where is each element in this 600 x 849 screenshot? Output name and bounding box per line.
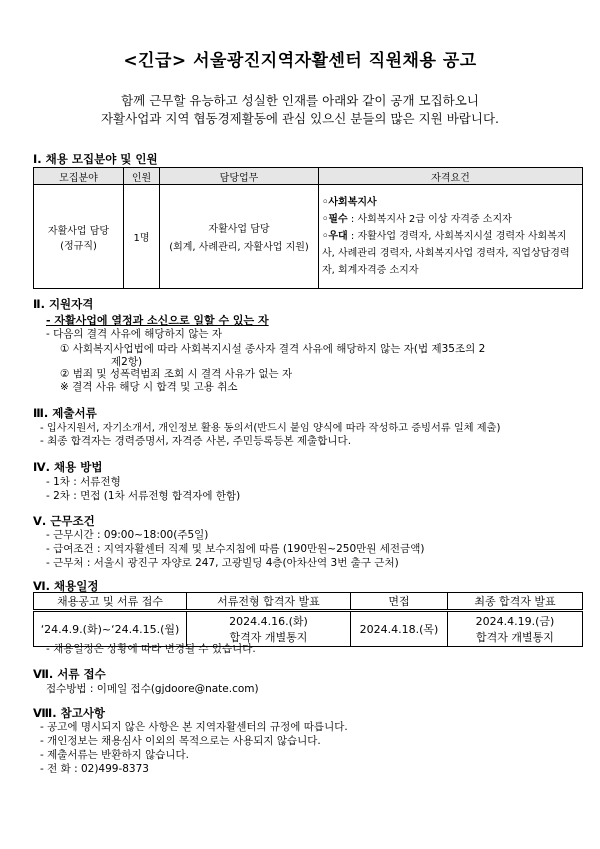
duty-name: 자활사업 담당 bbox=[208, 224, 270, 235]
intro-line-2: 자활사업과 지역 협동경제활동에 관심 있으신 분들의 많은 지원 바랍니다. bbox=[100, 111, 499, 126]
method-line-1: - 1차 : 서류전형 bbox=[46, 476, 121, 488]
schedule-cell-application: ‘24.4.9.(화)~‘24.4.15.(월) bbox=[34, 611, 187, 647]
notes-line-2: - 개인정보는 채용심사 이외의 목적으로는 사용되지 않습니다. bbox=[40, 735, 321, 747]
section-2-heading: Ⅱ. 지원자격 bbox=[33, 297, 94, 311]
header-field: 모집분야 bbox=[34, 168, 124, 185]
section-8-heading: Ⅷ. 참고사항 bbox=[33, 706, 106, 720]
eligibility-line-3b: 제2항) bbox=[111, 356, 143, 368]
notes-phone: - 전 화 : 02)499-8373 bbox=[40, 763, 149, 775]
eligibility-line-4: ② 범죄 및 성폭력범죄 조회 시 결격 사유가 없는 자 bbox=[60, 368, 293, 380]
conditions-line-1: - 근무시간 : 09:00~18:00(주5일) bbox=[46, 529, 209, 541]
qualification-title: ◦사회복지사 bbox=[322, 197, 377, 208]
header-duty: 담당업무 bbox=[160, 168, 319, 185]
submission-method: 접수방법 : 이메일 접수(gjdoore@nate.com) bbox=[46, 683, 259, 695]
schedule-table bbox=[33, 592, 583, 647]
notes-line-1: - 공고에 명시되지 않은 사항은 본 지역자활센터의 규정에 따릅니다. bbox=[40, 721, 348, 733]
recruitment-table bbox=[33, 167, 583, 289]
schedule-header-2: 서류전형 합격자 발표 bbox=[187, 593, 351, 611]
intro-line-1: 함께 근무할 유능하고 성실한 인재를 아래와 같이 공개 모집하오니 bbox=[121, 93, 479, 108]
document-result-date: 2024.4.16.(화) bbox=[229, 615, 308, 628]
conditions-line-3: - 근무처 : 서울시 광진구 자양로 247, 고광빌딩 4층(아차산역 3번 출구 근처) bbox=[46, 557, 399, 569]
qualification-required: ◦필수 : 사회복지사 2급 이상 자격증 소지자 bbox=[322, 214, 512, 225]
method-line-2: - 2차 : 면접 (1차 서류전형 합격자에 한함) bbox=[46, 490, 241, 502]
page-title: <긴급> 서울광진지역자활센터 직원채용 공고 bbox=[123, 51, 477, 71]
document-result-note: 합격자 개별통지 bbox=[229, 631, 308, 644]
eligibility-line-3: ① 사회복지사업법에 따라 사회복지시설 종사자 결격 사유에 해당하지 않는 자(법 제35조의 2 bbox=[60, 343, 486, 355]
eligibility-line-2: - 다음의 결격 사유에 해당하지 않는 자 bbox=[46, 328, 222, 340]
cell-count: 1명 bbox=[124, 185, 160, 289]
section-7-heading: Ⅶ. 서류 접수 bbox=[33, 667, 106, 681]
field-name: 자활사업 담당 bbox=[47, 225, 110, 237]
schedule-header-1: 채용공고 및 서류 접수 bbox=[34, 593, 187, 611]
notes-line-3: - 제출서류는 반환하지 않습니다. bbox=[40, 749, 189, 761]
schedule-cell-final-result bbox=[448, 611, 583, 647]
cell-qualification bbox=[319, 185, 583, 289]
eligibility-line-1: - 자활사업에 열정과 소신으로 일할 수 있는 자 bbox=[46, 314, 269, 327]
schedule-note: - 채용일정은 상황에 따라 변경될 수 있습니다. bbox=[46, 643, 256, 655]
section-1-heading: Ⅰ. 채용 모집분야 및 인원 bbox=[33, 152, 158, 166]
final-result-note: 합격자 개별통지 bbox=[476, 631, 554, 644]
cell-field bbox=[34, 185, 124, 289]
cell-duty bbox=[160, 185, 319, 289]
documents-line-1: - 입사지원서, 자기소개서, 개인정보 활용 동의서(반드시 붙임 양식에 따라 작성하고 증빙서류 일체 제출) bbox=[40, 423, 501, 434]
final-result-date: 2024.4.19.(금) bbox=[475, 615, 555, 628]
field-type: (정규직) bbox=[60, 240, 97, 252]
conditions-line-2: - 급여조건 : 지역자활센터 직제 및 보수지침에 따름 (190만원~250만원 세전금액) bbox=[46, 543, 425, 555]
qualification-preferred: ◦우대 : 자활사업 경력자, 사회복지시설 경력자 사회복지사, 사례관리 경력자, 사회복지사업 경력자, 직업상담경력자, 회계자격증 소지자 bbox=[322, 231, 570, 276]
documents-line-2: - 최종 합격자는 경력증명서, 자격증 사본, 주민등록등본 제출합니다. bbox=[40, 435, 352, 447]
section-6-heading: Ⅵ. 채용일정 bbox=[33, 579, 99, 593]
schedule-header-4: 최종 합격자 발표 bbox=[448, 593, 583, 611]
section-4-heading: Ⅳ. 채용 방법 bbox=[33, 460, 103, 474]
schedule-header-3: 면접 bbox=[351, 593, 448, 611]
section-3-heading: Ⅲ. 제출서류 bbox=[33, 406, 97, 420]
duty-detail: (회계, 사례관리, 자활사업 지원) bbox=[169, 242, 309, 253]
eligibility-line-5: ※ 결격 사유 해당 시 합격 및 고용 취소 bbox=[60, 381, 238, 393]
schedule-cell-interview: 2024.4.18.(목) bbox=[351, 611, 448, 647]
header-count: 인원 bbox=[124, 168, 160, 185]
section-5-heading: Ⅴ. 근무조건 bbox=[33, 514, 95, 528]
header-qualification: 자격요건 bbox=[319, 168, 583, 185]
